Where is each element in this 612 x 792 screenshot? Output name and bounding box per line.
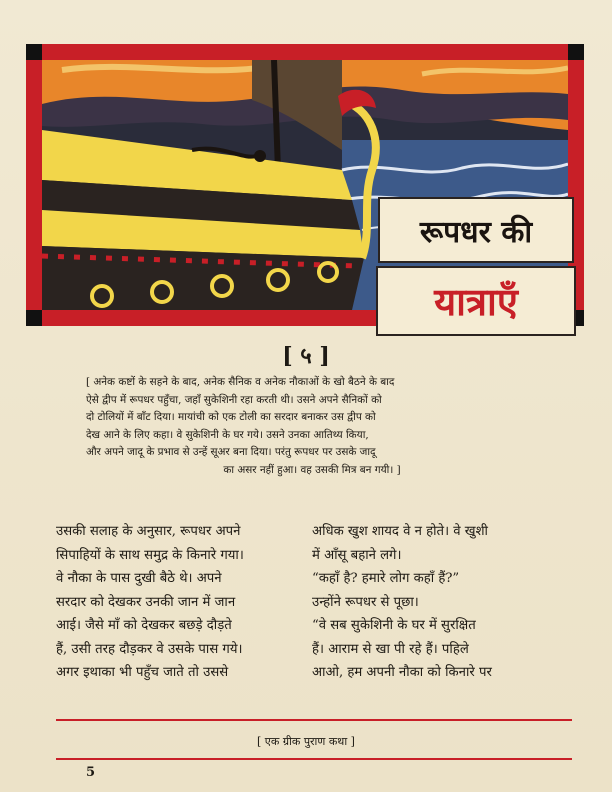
story-header-illustration <box>26 44 584 326</box>
body-line: हैं। आराम से खा पी रहे हैं। पहिले <box>312 641 469 657</box>
chapter-number: [ ५ ] <box>282 343 330 369</box>
summary-line: और अपने जादू के प्रभाव से उन्हें सूअर बना दिया। परंतु रूपधर पर उसके जादू <box>86 446 376 459</box>
body-line: अगर इथाका भी पहुँच जाते तो उससे <box>56 665 229 680</box>
divider-rule <box>56 719 572 721</box>
body-line: आओ, हम अपनी नौका को किनारे पर <box>312 665 492 680</box>
divider-rule <box>56 758 572 760</box>
body-line: वे नौका के पास दुखी बैठे थे। अपने <box>56 571 222 586</box>
story-summary <box>86 374 538 480</box>
body-line: “कहाँ है? हमारे लोग कहाँ हैं?” <box>312 571 460 586</box>
summary-line: का असर नहीं हुआ। वह उसकी मित्र बन गयी। ] <box>223 463 401 476</box>
frame-corner <box>26 310 42 326</box>
story-title-line1: रूपधर की <box>378 197 574 263</box>
body-line: सिपाहियों के साथ समुद्र के किनारे गया। <box>56 547 244 563</box>
summary-line: ऐसे द्वीप में रूपधर पहुँचा, जहाँ सुकेशिनी रहा करती थी। उसने अपने सैनिकों को <box>86 393 382 406</box>
body-line: हैं, उसी तरह दौड़कर वे उसके पास गये। <box>56 641 243 657</box>
body-line: में आँसू बहाने लगे। <box>312 547 402 563</box>
page-number: 5 <box>86 765 96 780</box>
body-column-right <box>312 520 574 685</box>
source-note: [ एक ग्रीक पुराण कथा ] <box>257 735 355 748</box>
body-line: “वे सब सुकेशिनी के घर में सुरक्षित <box>312 618 476 633</box>
body-column-left <box>56 520 296 685</box>
body-line: उन्होंने रूपधर से पूछा। <box>312 594 419 610</box>
summary-line: [ अनेक कष्टों के सहने के बाद, अनेक सैनिक व अनेक नौकाओं के खो बैठने के बाद <box>86 376 395 388</box>
summary-line: दो टोलियों में बाँट दिया। मायांची को एक टोली का सरदार बनाकर उस द्वीप को <box>86 411 376 424</box>
story-title-line2: यात्राएँ <box>376 266 576 336</box>
summary-line: देख आने के लिए कहा। वे सुकेशिनी के घर गये। उसने उनका आतिथ्य किया, <box>86 428 369 441</box>
body-line: अधिक खुश शायद वे न होते। वे खुशी <box>312 524 488 539</box>
body-line: सरदार को देखकर उनकी जान में जान <box>56 594 236 610</box>
body-line: आई। जैसे माँ को देखकर बछड़े दौड़ते <box>56 618 232 633</box>
frame-corner <box>568 44 584 60</box>
frame-corner <box>26 44 42 60</box>
body-line: उसकी सलाह के अनुसार, रूपधर अपने <box>56 524 241 539</box>
